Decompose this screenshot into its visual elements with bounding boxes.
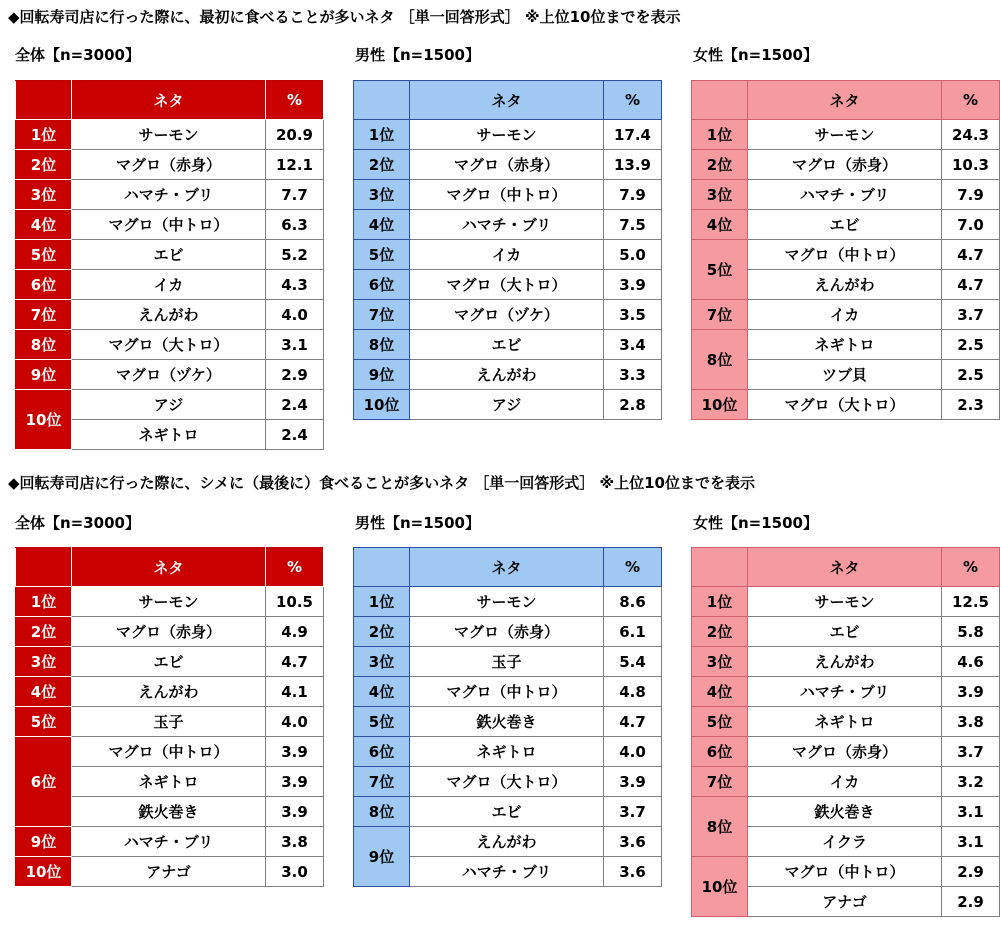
rank-cell: 8位 — [354, 330, 410, 360]
table-row — [16, 677, 324, 707]
table-row — [16, 647, 324, 677]
rank-cell: 4位 — [354, 677, 410, 707]
rank-cell: 9位 — [16, 827, 72, 857]
percent-cell: 12.5 — [942, 587, 1000, 617]
percent-cell: 3.8 — [266, 827, 324, 857]
item-cell: アジ — [410, 390, 604, 420]
percent-cell: 3.9 — [942, 677, 1000, 707]
item-cell: えんがわ — [410, 827, 604, 857]
rank-cell: 3位 — [692, 647, 748, 677]
item-cell: えんがわ — [410, 360, 604, 390]
rank-cell: 7位 — [692, 767, 748, 797]
rank-cell: 9位 — [354, 360, 410, 390]
rank-cell: 10位 — [354, 390, 410, 420]
percent-cell: 3.1 — [942, 827, 1000, 857]
percent-cell: 12.1 — [266, 150, 324, 180]
percent-cell: 7.0 — [942, 210, 1000, 240]
rank-cell: 2位 — [692, 617, 748, 647]
rank-cell: 9位 — [354, 827, 410, 887]
header-item-cell: ネタ — [72, 81, 266, 120]
table-header-row — [354, 81, 662, 120]
item-cell: マグロ（赤身） — [748, 737, 942, 767]
rank-cell: 5位 — [692, 240, 748, 300]
item-cell: マグロ（大トロ） — [72, 330, 266, 360]
header-item-cell: ネタ — [748, 548, 942, 587]
header-item-cell: ネタ — [410, 548, 604, 587]
item-cell: マグロ（赤身） — [410, 150, 604, 180]
percent-cell: 2.3 — [942, 390, 1000, 420]
rank-cell: 3位 — [692, 180, 748, 210]
table-row — [354, 587, 662, 617]
ranking-table-last-female — [691, 547, 1000, 917]
rank-cell: 8位 — [16, 330, 72, 360]
table-row — [16, 270, 324, 300]
percent-cell: 2.9 — [266, 360, 324, 390]
table-header-row — [16, 548, 324, 587]
table-row — [354, 617, 662, 647]
header-rank-cell — [16, 548, 72, 587]
percent-cell: 4.7 — [942, 270, 1000, 300]
table-row — [16, 617, 324, 647]
rank-cell: 9位 — [16, 360, 72, 390]
item-cell: 鉄火巻き — [410, 707, 604, 737]
header-rank-cell — [354, 548, 410, 587]
rank-cell: 4位 — [16, 677, 72, 707]
rank-cell: 1位 — [16, 120, 72, 150]
table-row — [692, 150, 1000, 180]
percent-cell: 2.4 — [266, 390, 324, 420]
item-cell: ネギトロ — [72, 420, 266, 450]
item-cell: アナゴ — [748, 887, 942, 917]
table-row — [692, 737, 1000, 767]
percent-cell: 4.9 — [266, 617, 324, 647]
ranking-table-first-all — [15, 80, 324, 450]
rank-cell: 1位 — [692, 120, 748, 150]
ranking-table-first-male — [353, 80, 662, 420]
header-rank-cell — [692, 81, 748, 120]
rank-cell: 6位 — [16, 737, 72, 827]
item-cell: サーモン — [72, 120, 266, 150]
header-percent-cell: % — [604, 81, 662, 120]
header-rank-cell — [16, 81, 72, 120]
table-row — [692, 767, 1000, 797]
table-row — [16, 330, 324, 360]
table-row — [354, 707, 662, 737]
table-row — [692, 857, 1000, 887]
table-row — [692, 587, 1000, 617]
ranking-table-last-male — [353, 547, 662, 887]
table-row — [692, 120, 1000, 150]
rank-cell: 1位 — [354, 120, 410, 150]
item-cell: 鉄火巻き — [72, 797, 266, 827]
table-row — [16, 390, 324, 420]
rank-cell: 7位 — [16, 300, 72, 330]
table-row — [692, 330, 1000, 360]
rank-cell: 5位 — [354, 240, 410, 270]
percent-cell: 3.6 — [604, 857, 662, 887]
percent-cell: 7.9 — [942, 180, 1000, 210]
percent-cell: 5.8 — [942, 617, 1000, 647]
rank-cell: 6位 — [354, 270, 410, 300]
percent-cell: 3.5 — [604, 300, 662, 330]
percent-cell: 3.0 — [266, 857, 324, 887]
item-cell: えんがわ — [748, 647, 942, 677]
rank-cell: 8位 — [354, 797, 410, 827]
percent-cell: 4.0 — [266, 707, 324, 737]
rank-cell: 3位 — [354, 647, 410, 677]
percent-cell: 4.8 — [604, 677, 662, 707]
header-percent-cell: % — [266, 81, 324, 120]
header-rank-cell — [692, 548, 748, 587]
group-label-male: 男性【n=1500】 — [355, 46, 480, 64]
percent-cell: 3.7 — [942, 300, 1000, 330]
percent-cell: 2.5 — [942, 360, 1000, 390]
table-header-row — [692, 81, 1000, 120]
item-cell: マグロ（赤身） — [410, 617, 604, 647]
percent-cell: 4.7 — [942, 240, 1000, 270]
table-row — [16, 300, 324, 330]
table-row — [16, 180, 324, 210]
header-item-cell: ネタ — [72, 548, 266, 587]
rank-cell: 10位 — [692, 857, 748, 917]
table-row — [692, 240, 1000, 270]
item-cell: イカ — [72, 270, 266, 300]
header-percent-cell: % — [942, 81, 1000, 120]
table-row — [354, 330, 662, 360]
item-cell: マグロ（ヅケ） — [410, 300, 604, 330]
percent-cell: 4.3 — [266, 270, 324, 300]
percent-cell: 3.8 — [942, 707, 1000, 737]
rank-cell: 3位 — [16, 647, 72, 677]
table-row — [692, 797, 1000, 827]
item-cell: イクラ — [748, 827, 942, 857]
item-cell: サーモン — [72, 587, 266, 617]
item-cell: マグロ（赤身） — [72, 150, 266, 180]
table-row — [692, 300, 1000, 330]
rank-cell: 6位 — [16, 270, 72, 300]
percent-cell: 4.6 — [942, 647, 1000, 677]
item-cell: ネギトロ — [72, 767, 266, 797]
rank-cell: 4位 — [354, 210, 410, 240]
table-row — [16, 240, 324, 270]
header-rank-cell — [354, 81, 410, 120]
percent-cell: 2.5 — [942, 330, 1000, 360]
rank-cell: 4位 — [16, 210, 72, 240]
percent-cell: 5.0 — [604, 240, 662, 270]
ranking-table-last-all — [15, 547, 324, 887]
table-row — [354, 120, 662, 150]
table-row — [354, 827, 662, 857]
percent-cell: 24.3 — [942, 120, 1000, 150]
percent-cell: 2.9 — [942, 857, 1000, 887]
table-header-row — [16, 81, 324, 120]
item-cell: サーモン — [410, 120, 604, 150]
item-cell: イカ — [748, 300, 942, 330]
table-header-row — [354, 548, 662, 587]
percent-cell: 7.7 — [266, 180, 324, 210]
table-row — [354, 150, 662, 180]
table-row — [354, 677, 662, 707]
item-cell: イカ — [748, 767, 942, 797]
percent-cell: 17.4 — [604, 120, 662, 150]
rank-cell: 10位 — [16, 390, 72, 450]
rank-cell: 7位 — [354, 767, 410, 797]
percent-cell: 3.2 — [942, 767, 1000, 797]
table-row — [354, 210, 662, 240]
rank-cell: 4位 — [692, 210, 748, 240]
percent-cell: 10.5 — [266, 587, 324, 617]
item-cell: 鉄火巻き — [748, 797, 942, 827]
percent-cell: 5.4 — [604, 647, 662, 677]
group-label-all: 全体【n=3000】 — [15, 514, 140, 532]
rank-cell: 3位 — [16, 180, 72, 210]
table-row — [354, 180, 662, 210]
percent-cell: 6.3 — [266, 210, 324, 240]
rank-cell: 6位 — [692, 737, 748, 767]
item-cell: ハマチ・ブリ — [748, 677, 942, 707]
table-row — [692, 647, 1000, 677]
rank-cell: 7位 — [354, 300, 410, 330]
group-label-male: 男性【n=1500】 — [355, 514, 480, 532]
table-row — [354, 270, 662, 300]
percent-cell: 10.3 — [942, 150, 1000, 180]
table-row — [16, 150, 324, 180]
rank-cell: 7位 — [692, 300, 748, 330]
item-cell: 玉子 — [410, 647, 604, 677]
percent-cell: 3.7 — [942, 737, 1000, 767]
rank-cell: 5位 — [354, 707, 410, 737]
rank-cell: 5位 — [16, 240, 72, 270]
item-cell: エビ — [748, 210, 942, 240]
percent-cell: 7.9 — [604, 180, 662, 210]
item-cell: マグロ（大トロ） — [410, 767, 604, 797]
item-cell: ハマチ・ブリ — [72, 180, 266, 210]
group-label-all: 全体【n=3000】 — [15, 46, 140, 64]
item-cell: マグロ（中トロ） — [72, 210, 266, 240]
table-row — [16, 210, 324, 240]
percent-cell: 20.9 — [266, 120, 324, 150]
table-row — [16, 360, 324, 390]
table-row — [692, 180, 1000, 210]
table-row — [692, 390, 1000, 420]
item-cell: ネギトロ — [410, 737, 604, 767]
percent-cell: 3.9 — [604, 767, 662, 797]
percent-cell: 3.9 — [266, 797, 324, 827]
item-cell: えんがわ — [72, 300, 266, 330]
table-row — [354, 300, 662, 330]
table-row — [16, 707, 324, 737]
item-cell: エビ — [748, 617, 942, 647]
section-heading-first: ◆回転寿司店に行った際に、最初に食べることが多いネタ ［単一回答形式］ ※上位10位までを表示 — [8, 8, 681, 26]
item-cell: イカ — [410, 240, 604, 270]
percent-cell: 3.4 — [604, 330, 662, 360]
item-cell: アジ — [72, 390, 266, 420]
table-row — [692, 210, 1000, 240]
percent-cell: 3.1 — [942, 797, 1000, 827]
item-cell: サーモン — [748, 587, 942, 617]
rank-cell: 6位 — [354, 737, 410, 767]
percent-cell: 5.2 — [266, 240, 324, 270]
rank-cell: 1位 — [16, 587, 72, 617]
rank-cell: 1位 — [354, 587, 410, 617]
header-percent-cell: % — [266, 548, 324, 587]
percent-cell: 3.1 — [266, 330, 324, 360]
table-row — [354, 240, 662, 270]
percent-cell: 2.9 — [942, 887, 1000, 917]
item-cell: エビ — [72, 647, 266, 677]
table-row — [692, 617, 1000, 647]
percent-cell: 3.9 — [604, 270, 662, 300]
item-cell: エビ — [72, 240, 266, 270]
rank-cell: 10位 — [16, 857, 72, 887]
percent-cell: 7.5 — [604, 210, 662, 240]
table-row — [354, 767, 662, 797]
table-row — [16, 827, 324, 857]
table-row — [16, 587, 324, 617]
table-row — [354, 737, 662, 767]
percent-cell: 6.1 — [604, 617, 662, 647]
rank-cell: 4位 — [692, 677, 748, 707]
rank-cell: 3位 — [354, 180, 410, 210]
header-item-cell: ネタ — [748, 81, 942, 120]
rank-cell: 2位 — [354, 150, 410, 180]
item-cell: 玉子 — [72, 707, 266, 737]
item-cell: マグロ（中トロ） — [410, 180, 604, 210]
item-cell: サーモン — [748, 120, 942, 150]
header-percent-cell: % — [604, 548, 662, 587]
item-cell: マグロ（大トロ） — [748, 390, 942, 420]
item-cell: ネギトロ — [748, 707, 942, 737]
item-cell: マグロ（中トロ） — [410, 677, 604, 707]
table-row — [16, 857, 324, 887]
percent-cell: 2.8 — [604, 390, 662, 420]
table-row — [354, 797, 662, 827]
header-item-cell: ネタ — [410, 81, 604, 120]
item-cell: マグロ（赤身） — [72, 617, 266, 647]
rank-cell: 8位 — [692, 330, 748, 390]
rank-cell: 10位 — [692, 390, 748, 420]
percent-cell: 4.7 — [266, 647, 324, 677]
item-cell: アナゴ — [72, 857, 266, 887]
rank-cell: 2位 — [354, 617, 410, 647]
rank-cell: 2位 — [692, 150, 748, 180]
item-cell: エビ — [410, 330, 604, 360]
item-cell: マグロ（中トロ） — [72, 737, 266, 767]
item-cell: マグロ（赤身） — [748, 150, 942, 180]
percent-cell: 3.9 — [266, 767, 324, 797]
percent-cell: 3.3 — [604, 360, 662, 390]
item-cell: ツブ貝 — [748, 360, 942, 390]
item-cell: ハマチ・ブリ — [410, 210, 604, 240]
header-percent-cell: % — [942, 548, 1000, 587]
rank-cell: 2位 — [16, 617, 72, 647]
rank-cell: 8位 — [692, 797, 748, 857]
table-row — [16, 737, 324, 767]
percent-cell: 4.1 — [266, 677, 324, 707]
group-label-female: 女性【n=1500】 — [693, 46, 818, 64]
rank-cell: 5位 — [16, 707, 72, 737]
item-cell: ハマチ・ブリ — [410, 857, 604, 887]
percent-cell: 4.0 — [604, 737, 662, 767]
table-row — [16, 120, 324, 150]
group-label-female: 女性【n=1500】 — [693, 514, 818, 532]
table-row — [354, 647, 662, 677]
item-cell: マグロ（中トロ） — [748, 240, 942, 270]
percent-cell: 4.0 — [266, 300, 324, 330]
rank-cell: 5位 — [692, 707, 748, 737]
ranking-table-first-female — [691, 80, 1000, 420]
percent-cell: 13.9 — [604, 150, 662, 180]
item-cell: マグロ（中トロ） — [748, 857, 942, 887]
item-cell: ハマチ・ブリ — [72, 827, 266, 857]
percent-cell: 3.6 — [604, 827, 662, 857]
rank-cell: 2位 — [16, 150, 72, 180]
item-cell: ハマチ・ブリ — [748, 180, 942, 210]
item-cell: えんがわ — [748, 270, 942, 300]
table-row — [692, 707, 1000, 737]
item-cell: ネギトロ — [748, 330, 942, 360]
percent-cell: 3.7 — [604, 797, 662, 827]
table-header-row — [692, 548, 1000, 587]
percent-cell: 2.4 — [266, 420, 324, 450]
table-row — [354, 390, 662, 420]
item-cell: えんがわ — [72, 677, 266, 707]
percent-cell: 8.6 — [604, 587, 662, 617]
percent-cell: 3.9 — [266, 737, 324, 767]
section-heading-last: ◆回転寿司店に行った際に、シメに（最後に）食べることが多いネタ ［単一回答形式］ ※上位10位までを表示 — [8, 474, 755, 492]
table-row — [354, 360, 662, 390]
item-cell: サーモン — [410, 587, 604, 617]
item-cell: マグロ（大トロ） — [410, 270, 604, 300]
percent-cell: 4.7 — [604, 707, 662, 737]
table-row — [692, 677, 1000, 707]
item-cell: エビ — [410, 797, 604, 827]
rank-cell: 1位 — [692, 587, 748, 617]
item-cell: マグロ（ヅケ） — [72, 360, 266, 390]
